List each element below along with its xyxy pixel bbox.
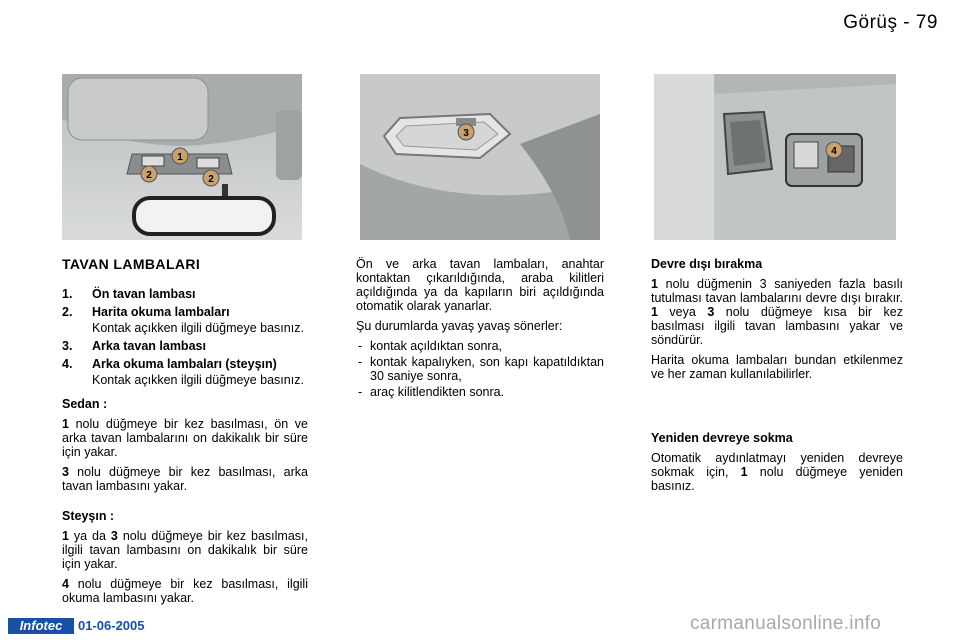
item-number: 3. [62, 339, 73, 353]
item-title: Ön tavan lambası [92, 287, 196, 301]
button-number: 1 [651, 277, 658, 291]
item-number: 2. [62, 305, 73, 319]
deactivation-paragraph-2: Harita okuma lambaları bundan etkilenmez ve her zaman kullanılabilirler. [651, 353, 903, 381]
item-number: 1. [62, 287, 73, 301]
sedan-heading: Sedan : [62, 397, 108, 411]
steysin-paragraph-1 [62, 529, 308, 571]
lamp-item-3 [62, 339, 308, 353]
callout-2-left: 2 [146, 170, 152, 181]
deactivation-heading: Devre dışı bırakma [651, 257, 763, 271]
paragraph-text: ya da [68, 529, 111, 543]
middle-column [356, 257, 604, 403]
item-title: Arka okuma lambaları (steyşın) [92, 357, 277, 371]
item-title: Harita okuma lambaları [92, 305, 230, 319]
item-title: Arka tavan lambası [92, 339, 206, 353]
page-header: Görüş - 79 [843, 12, 938, 33]
item-number: 4. [62, 357, 73, 371]
steysin-heading: Steyşın : [62, 509, 115, 523]
lamp-item-2 [62, 305, 308, 335]
sedan-paragraph-1 [62, 417, 308, 459]
left-column [62, 257, 308, 611]
paragraph-text: nolu düğmenin 3 saniyeden fazla basılı tutulması tavan lambalarını devre dışı bırakır. [651, 277, 903, 305]
deactivation-paragraph-1 [651, 277, 903, 347]
list-item: - araç kilitlendikten sonra. [356, 385, 604, 399]
callout-3: 3 [463, 128, 469, 139]
footer-date: 01-06-2005 [78, 618, 145, 633]
list-item: - kontak kapalıyken, son kapı kapatıldıktan 30 saniye sonra, [356, 355, 604, 383]
rear-roof-lamp-photo [360, 74, 600, 240]
front-roof-lamp-photo [62, 74, 302, 240]
callout-2-right: 2 [208, 174, 214, 185]
watermark: carmanualsonline.info [690, 613, 882, 634]
button-number: 1 [62, 529, 69, 543]
list-item: - kontak açıldıktan sonra, [356, 339, 604, 353]
button-number: 1 [651, 305, 658, 319]
fade-out-list [356, 339, 604, 399]
lamp-list [62, 287, 308, 387]
reactivation-paragraph [651, 451, 903, 493]
button-number: 3 [62, 465, 69, 479]
fade-out-paragraph: Şu durumlarda yavaş yavaş sönerler: [356, 319, 563, 333]
section-heading: TAVAN LAMBALARI [62, 256, 201, 272]
callout-1: 1 [177, 152, 183, 163]
paragraph-text: nolu düğmeye kısa bir kez basılması ilgili tavan lambasını yakar ve söndürür. [651, 305, 903, 347]
item-description: Kontak açıkken ilgili düğmeye basınız. [92, 373, 304, 387]
paragraph-text: nolu düğmeye bir kez basılması, ilgili tavan lambasını on dakikalık bir süre için yakar. [62, 529, 308, 571]
steysin-paragraph-2 [62, 577, 308, 605]
lamp-item-1 [62, 287, 308, 301]
lamp-item-4 [62, 357, 308, 387]
paragraph-text: veya [657, 305, 708, 319]
callout-4: 4 [831, 146, 837, 157]
sedan-paragraph-2 [62, 465, 308, 493]
button-number: 1 [740, 465, 748, 479]
paragraph-text: nolu düğmeye bir kez basılması, arka tavan lambasını yakar. [62, 465, 308, 493]
rear-reading-lamp-photo [654, 74, 896, 240]
button-number: 1 [62, 417, 69, 431]
paragraph-text: nolu düğmeye yeniden basınız. [651, 465, 903, 493]
infotec-logo: Infotec [8, 618, 74, 634]
paragraph-text: Otomatik aydınlatmayı yeniden devreye sokmak için, [651, 451, 903, 479]
right-column [651, 257, 903, 499]
reactivation-heading: Yeniden devreye sokma [651, 431, 793, 445]
paragraph-text: nolu düğmeye bir kez basılması, ilgili okuma lambasını yakar. [62, 577, 308, 605]
button-number: 3 [110, 529, 118, 543]
item-description: Kontak açıkken ilgili düğmeye basınız. [92, 321, 304, 335]
button-number: 3 [707, 305, 715, 319]
paragraph-text: nolu düğmeye bir kez basılması, ön ve arka tavan lambalarını on dakikalık bir süre için yakar. [62, 417, 308, 459]
auto-lighting-paragraph: Ön ve arka tavan lambaları, anahtar kontaktan çıkarıldığında, araba kilitleri açıldığında ya da kapıların biri açıldığında otomatik olarak yanarlar. [356, 257, 604, 313]
button-number: 4 [62, 577, 69, 591]
